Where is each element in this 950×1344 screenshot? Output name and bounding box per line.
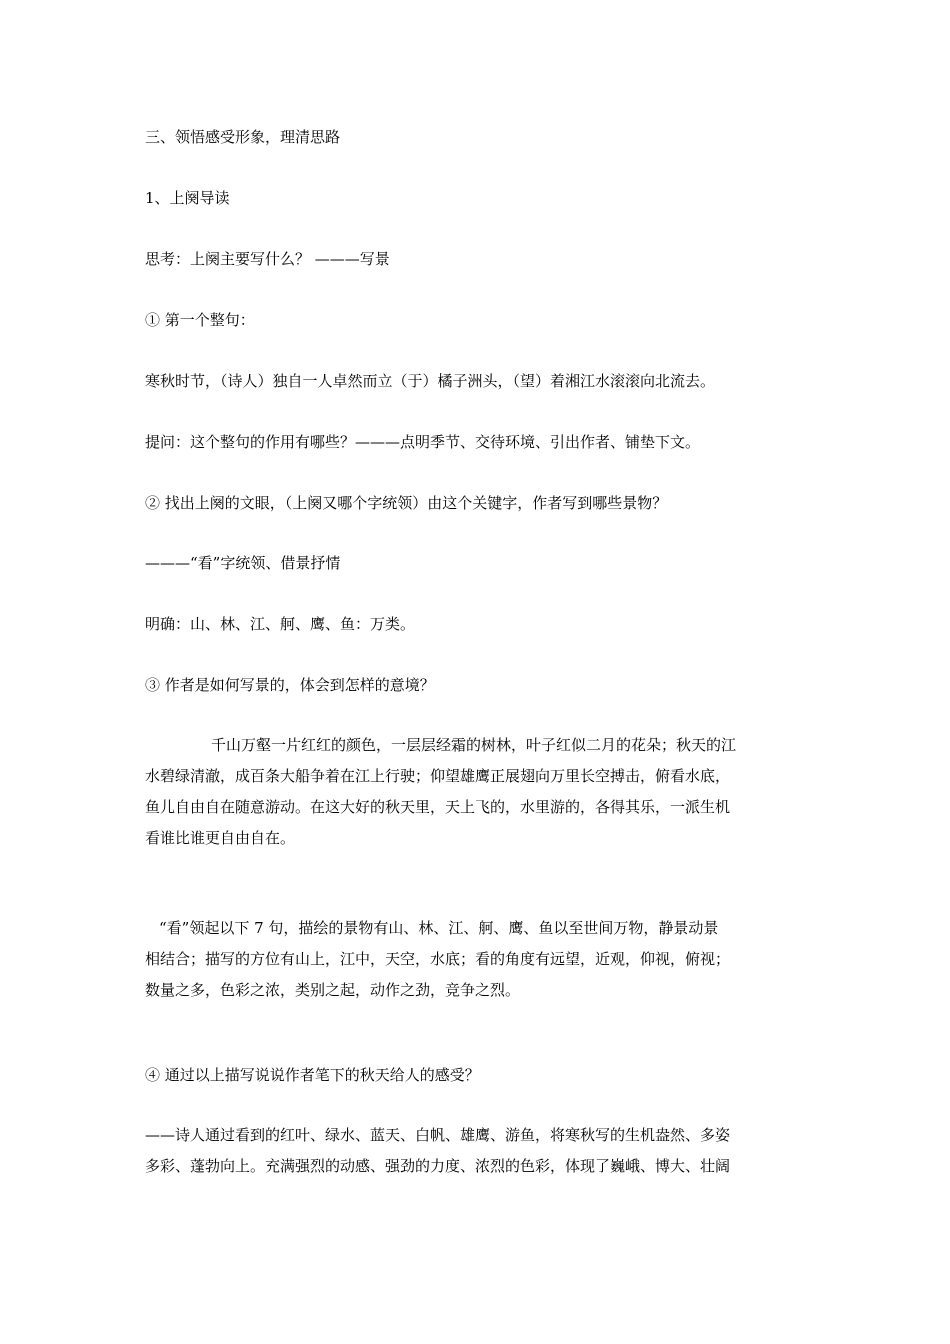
item2-label: ② 找出上阕的文眼，（上阕又哪个字统领）由这个关键字，作者写到哪些景物？ <box>145 494 668 512</box>
item4-label: ④ 通过以上描写说说作者笔下的秋天给人的感受？ <box>145 1066 480 1084</box>
paragraph-line: 多彩、蓬勃向上。充满强烈的动感、强劲的力度、浓烈的色彩，体现了巍峨、博大、壮阔 <box>145 1157 731 1175</box>
item1-question: 提问：这个整句的作用有哪些？———点明季节、交待环境、引出作者、铺垫下文。 <box>145 433 701 451</box>
section-heading: 三、领悟感受形象，理清思路 <box>145 128 341 146</box>
paragraph-line: 水碧绿清澈，成百条大船争着在江上行驶；仰望雄鹰正展翅向万里长空搏击，俯看水底， <box>145 767 731 785</box>
paragraph-line: 相结合；描写的方位有山上，江中，天空，水底；看的角度有远望，近观，仰视，俯视； <box>145 950 731 968</box>
item3-label: ③ 作者是如何写景的，体会到怎样的意境？ <box>145 676 435 694</box>
item4-paragraph <box>145 1120 810 1182</box>
item3-paragraph <box>145 730 810 854</box>
paragraph-line: 鱼儿自由自在随意游动。在这大好的秋天里，天上飞的，水里游的，各得其乐，一派生机 <box>145 798 731 816</box>
subheading: 1、上阕导读 <box>145 189 230 207</box>
item2-clarify: 明确：山、林、江、舸、鹰、鱼：万类。 <box>145 615 416 633</box>
item1-label: ① 第一个整句： <box>145 311 255 329</box>
paragraph-line: 千山万壑一片红红的颜色，一层层经霜的树林，叶子红似二月的花朵；秋天的江 <box>211 736 737 754</box>
paragraph-line: ——诗人通过看到的红叶、绿水、蓝天、白帆、雄鹰、游鱼，将寒秋写的生机盎然、多姿 <box>145 1126 731 1144</box>
paragraph-line: 数量之多，色彩之浓，类别之起，动作之劲，竞争之烈。 <box>145 981 521 999</box>
item2-answer: ———“看”字统领、借景抒情 <box>145 554 341 572</box>
kan-paragraph <box>145 913 810 1006</box>
paragraph-line: 看谁比谁更自由自在。 <box>145 829 296 847</box>
question-main: 思考：上阕主要写什么？ ———写景 <box>145 250 390 268</box>
item1-text: 寒秋时节，（诗人）独自一人卓然而立（于）橘子洲头，（望）着湘江水滚滚向北流去。 <box>145 372 716 390</box>
paragraph-line: “看”领起以下 7 句，描绘的景物有山、林、江、舸、鹰、鱼以至世间万物，静景动景 <box>159 919 719 937</box>
